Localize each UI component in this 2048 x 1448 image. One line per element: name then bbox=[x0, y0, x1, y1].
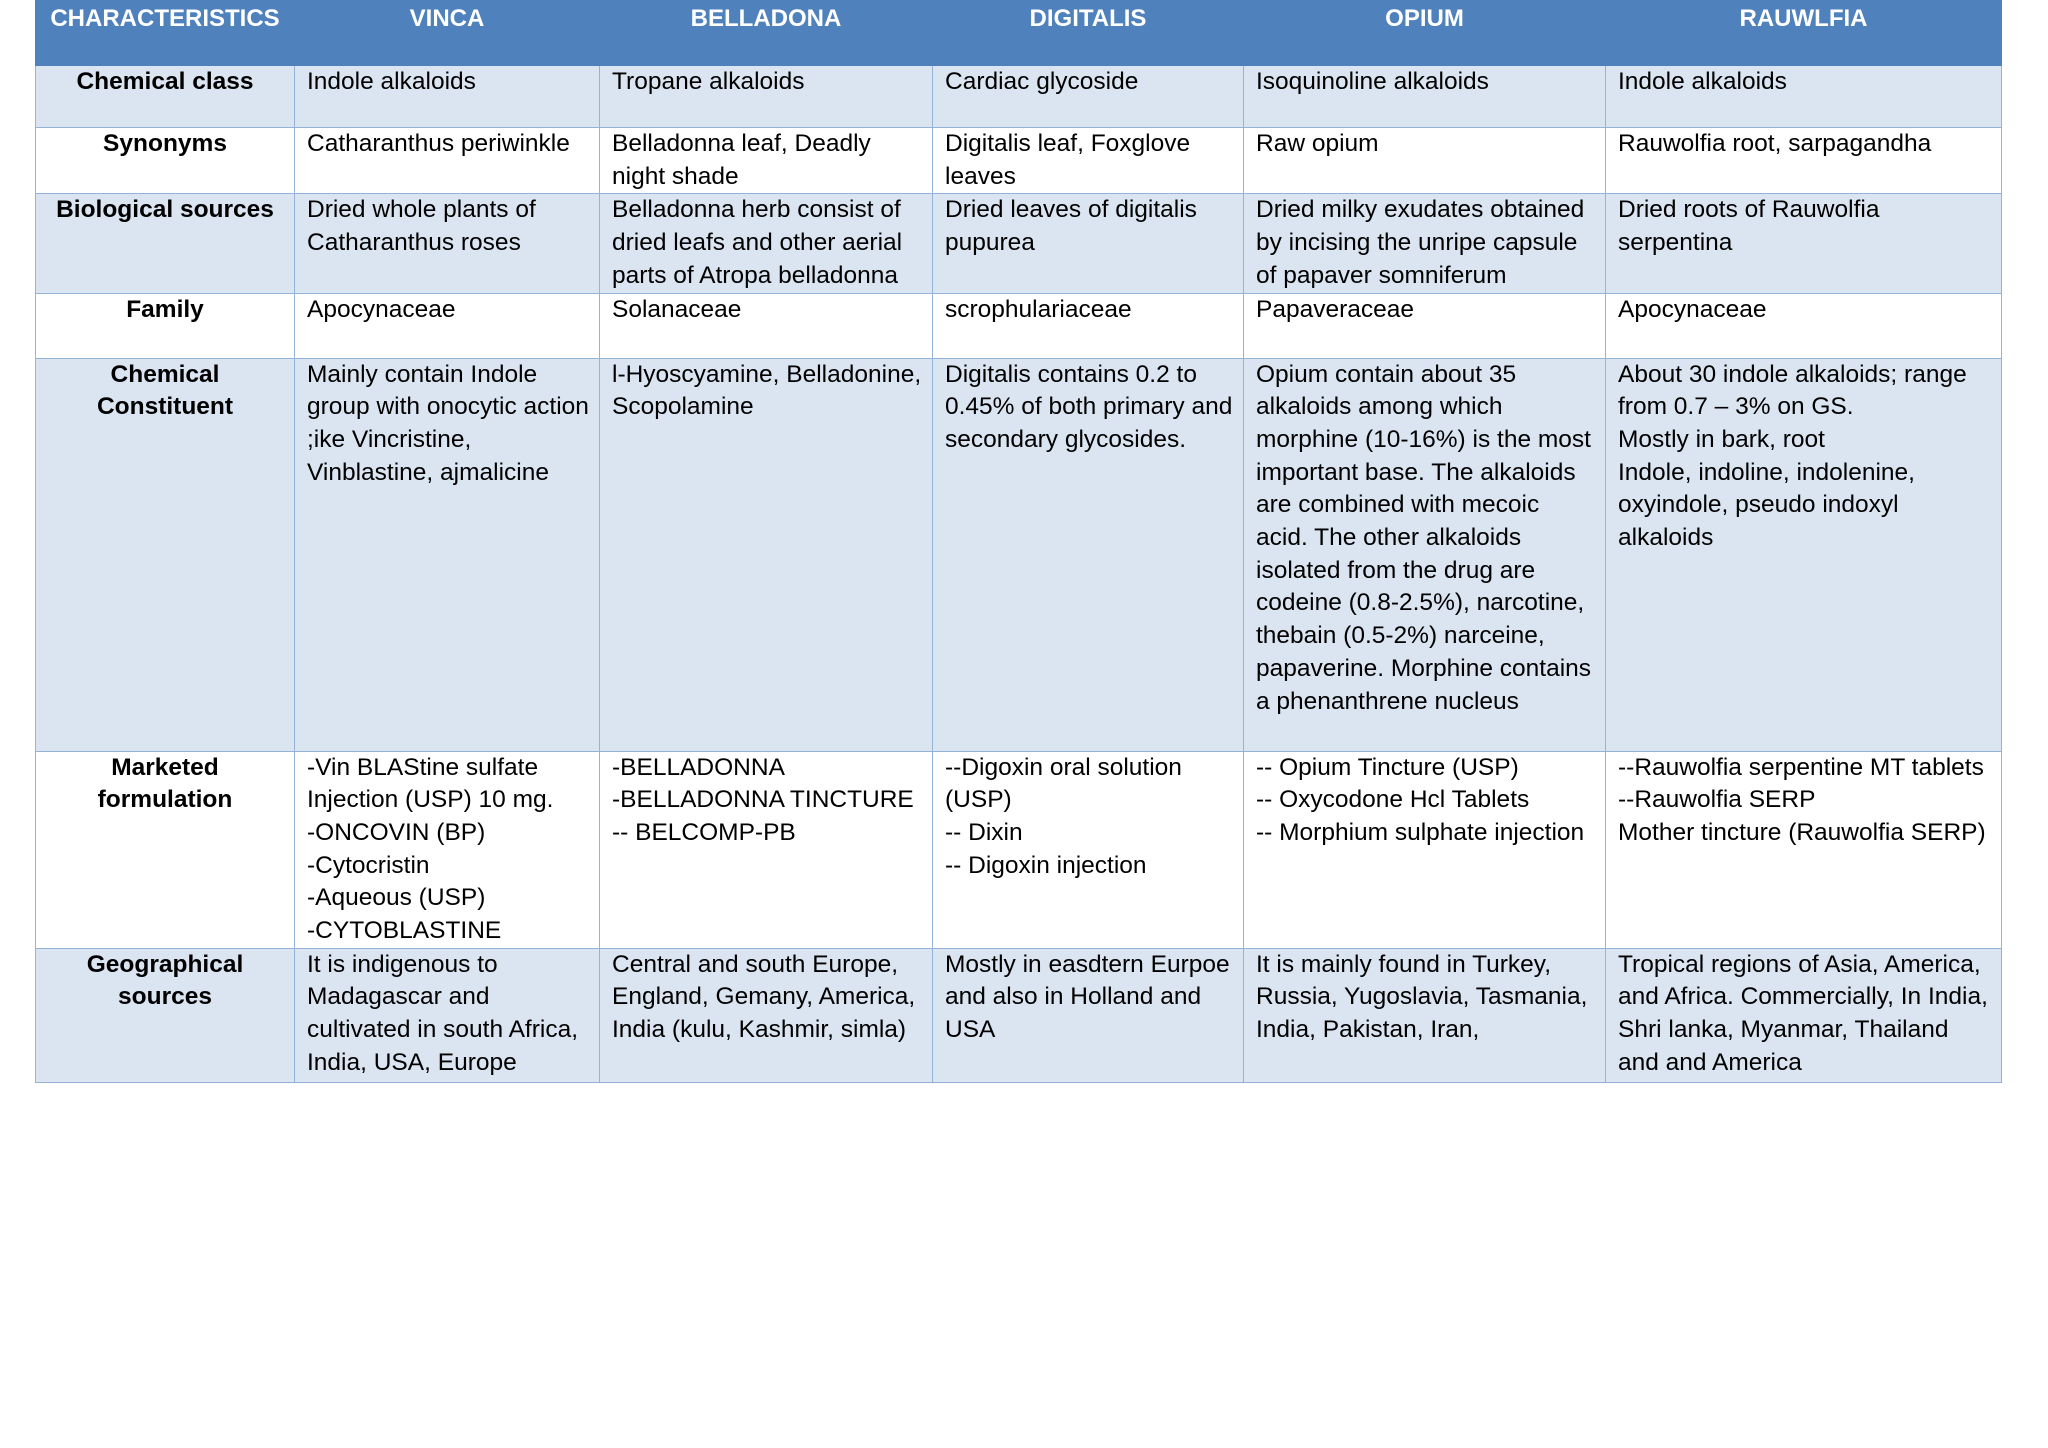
cell-digitalis: --Digoxin oral solution (USP) -- Dixin -- Digoxin injection bbox=[933, 751, 1244, 948]
row-label: Geographical sources bbox=[36, 948, 295, 1082]
cell-belladona: Tropane alkaloids bbox=[600, 66, 933, 128]
cell-vinca: -Vin BLAStine sulfate Injection (USP) 10 mg. -ONCOVIN (BP) -Cytocristin -Aqueous (USP) -CYTOBLASTINE bbox=[295, 751, 600, 948]
row-label: Chemical Constituent bbox=[36, 358, 295, 751]
cell-digitalis: Mostly in easdtern Eurpoe and also in Holland and USA bbox=[933, 948, 1244, 1082]
cell-rauwlfia: Tropical regions of Asia, America, and Africa. Commercially, In India, Shri lanka, Myanmar, Thailand and and America bbox=[1606, 948, 2002, 1082]
cell-belladona: Belladonna herb consist of dried leafs and other aerial parts of Atropa belladonna bbox=[600, 194, 933, 293]
cell-vinca: Indole alkaloids bbox=[295, 66, 600, 128]
row-biological-sources bbox=[36, 194, 2002, 293]
cell-digitalis: Cardiac glycoside bbox=[933, 66, 1244, 128]
row-label: Synonyms bbox=[36, 128, 295, 194]
cell-belladona: Solanaceae bbox=[600, 293, 933, 358]
cell-opium: -- Opium Tincture (USP) -- Oxycodone Hcl Tablets -- Morphium sulphate injection bbox=[1244, 751, 1606, 948]
header-vinca: VINCA bbox=[295, 1, 600, 66]
cell-digitalis: Dried leaves of digitalis pupurea bbox=[933, 194, 1244, 293]
row-chemical-class bbox=[36, 66, 2002, 128]
cell-rauwlfia: --Rauwolfia serpentine MT tablets --Rauwolfia SERP Mother tincture (Rauwolfia SERP) bbox=[1606, 751, 2002, 948]
cell-rauwlfia: Rauwolfia root, sarpagandha bbox=[1606, 128, 2002, 194]
row-label: Biological sources bbox=[36, 194, 295, 293]
cell-vinca: Apocynaceae bbox=[295, 293, 600, 358]
cell-opium: Opium contain about 35 alkaloids among which morphine (10-16%) is the most important base. The alkaloids are combined with mecoic acid. The other alkaloids isolated from the drug are codeine (0.8-2.5%), narcotine, thebain (0.5-2%) narceine, papaverine. Morphine contains a phenanthrene nucleus bbox=[1244, 358, 1606, 751]
cell-belladona: Central and south Europe, England, Gemany, America, India (kulu, Kashmir, simla) bbox=[600, 948, 933, 1082]
row-label: Marketed formulation bbox=[36, 751, 295, 948]
cell-vinca: Dried whole plants of Catharanthus roses bbox=[295, 194, 600, 293]
header-opium: OPIUM bbox=[1244, 1, 1606, 66]
row-synonyms bbox=[36, 128, 2002, 194]
cell-vinca: It is indigenous to Madagascar and cultivated in south Africa, India, USA, Europe bbox=[295, 948, 600, 1082]
cell-digitalis: Digitalis contains 0.2 to 0.45% of both primary and secondary glycosides. bbox=[933, 358, 1244, 751]
cell-rauwlfia: Indole alkaloids bbox=[1606, 66, 2002, 128]
row-marketed-formulation bbox=[36, 751, 2002, 948]
row-label: Family bbox=[36, 293, 295, 358]
row-label: Chemical class bbox=[36, 66, 295, 128]
header-digitalis: DIGITALIS bbox=[933, 1, 1244, 66]
row-chemical-constituent bbox=[36, 358, 2002, 751]
cell-rauwlfia: About 30 indole alkaloids; range from 0.7 – 3% on GS. Mostly in bark, root Indole, indoline, indolenine, oxyindole, pseudo indoxyl alkaloids bbox=[1606, 358, 2002, 751]
cell-digitalis: Digitalis leaf, Foxglove leaves bbox=[933, 128, 1244, 194]
cell-vinca: Mainly contain Indole group with onocytic action ;ike Vincristine, Vinblastine, ajmalicine bbox=[295, 358, 600, 751]
cell-vinca: Catharanthus periwinkle bbox=[295, 128, 600, 194]
cell-belladona: Belladonna leaf, Deadly night shade bbox=[600, 128, 933, 194]
cell-belladona: l-Hyoscyamine, Belladonine, Scopolamine bbox=[600, 358, 933, 751]
cell-rauwlfia: Dried roots of Rauwolfia serpentina bbox=[1606, 194, 2002, 293]
header-rauwlfia: RAUWLFIA bbox=[1606, 1, 2002, 66]
cell-rauwlfia: Apocynaceae bbox=[1606, 293, 2002, 358]
drug-comparison-table bbox=[35, 0, 2002, 1083]
header-belladona: BELLADONA bbox=[600, 1, 933, 66]
table-header-row bbox=[36, 1, 2002, 66]
cell-digitalis: scrophulariaceae bbox=[933, 293, 1244, 358]
cell-opium: Raw opium bbox=[1244, 128, 1606, 194]
row-family bbox=[36, 293, 2002, 358]
header-characteristics: CHARACTERISTICS bbox=[36, 1, 295, 66]
row-geographical-sources bbox=[36, 948, 2002, 1082]
cell-opium: Papaveraceae bbox=[1244, 293, 1606, 358]
cell-opium: Dried milky exudates obtained by incising the unripe capsule of papaver somniferum bbox=[1244, 194, 1606, 293]
cell-opium: Isoquinoline alkaloids bbox=[1244, 66, 1606, 128]
cell-belladona: -BELLADONNA -BELLADONNA TINCTURE -- BELCOMP-PB bbox=[600, 751, 933, 948]
cell-opium: It is mainly found in Turkey, Russia, Yugoslavia, Tasmania, India, Pakistan, Iran, bbox=[1244, 948, 1606, 1082]
